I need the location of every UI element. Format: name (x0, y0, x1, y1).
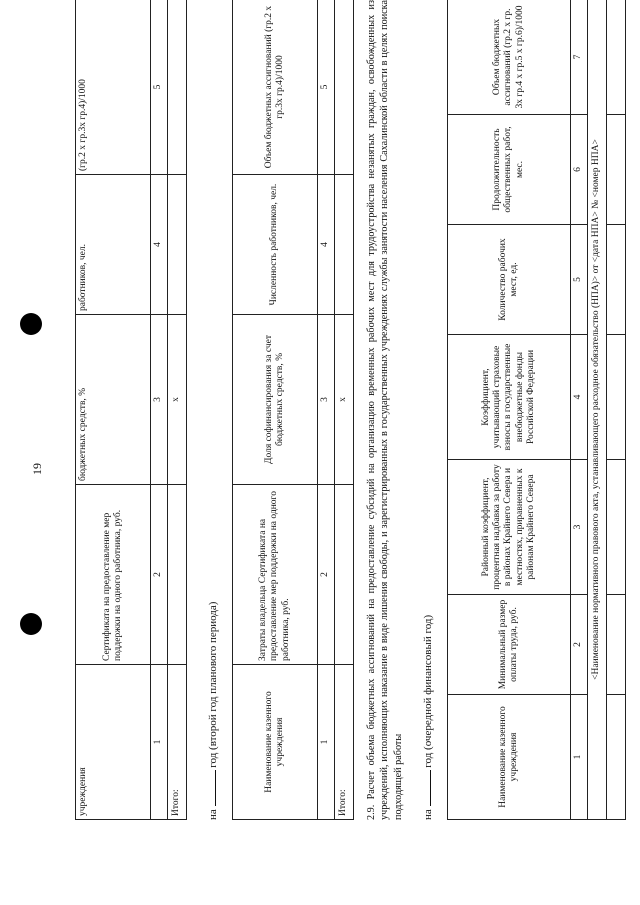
column-number-row (318, 0, 335, 820)
total-cell (335, 485, 354, 665)
data-cell (607, 115, 626, 225)
header-cell: Доля софинансирования за счет бюджетных средств, % (233, 315, 318, 485)
column-number: 4 (571, 335, 588, 460)
header-cell: Численность работников, чел. (233, 175, 318, 315)
total-label: Итого: (168, 665, 187, 820)
column-number: 3 (318, 315, 335, 485)
period-prefix: на (207, 809, 219, 820)
column-number: 1 (151, 665, 168, 820)
column-number-row (571, 0, 588, 820)
total-cell (168, 175, 187, 315)
table-header-row (448, 0, 571, 820)
header-cell: работников, чел. (76, 175, 151, 315)
period-suffix: год (очередной финансовый год) (422, 614, 434, 768)
header-cell: Минимальный размер оплаты труда, руб. (448, 595, 571, 695)
header-cell: Наименование казенного учреждения (233, 665, 318, 820)
column-number: 1 (318, 665, 335, 820)
data-cell (607, 460, 626, 595)
period-line-current (420, 615, 434, 820)
header-cell: Затраты владельца Сертификата на предоставление мер поддержки на одного работника, руб. (233, 485, 318, 665)
punch-hole-icon (20, 613, 42, 635)
data-cell (607, 225, 626, 335)
period-line-second (205, 602, 219, 820)
column-number: 3 (571, 460, 588, 595)
year-blank (205, 770, 216, 806)
table-header-row (76, 0, 151, 820)
total-row (335, 0, 354, 820)
column-number: 4 (318, 175, 335, 315)
data-cell (607, 335, 626, 460)
column-number: 5 (571, 225, 588, 335)
column-number: 1 (571, 695, 588, 820)
header-cell: Объем бюджетных ассигнований (гр.2 х гр.3х гр.4)/1000 (233, 0, 318, 175)
data-cell (607, 695, 626, 820)
total-cell (335, 0, 354, 175)
data-cell (607, 0, 626, 115)
header-cell: бюджетных средств, % (76, 315, 151, 485)
npa-row (588, 0, 607, 820)
total-cell (168, 485, 187, 665)
column-number: 2 (318, 485, 335, 665)
total-cell (168, 0, 187, 175)
total-row (168, 0, 187, 820)
page-number: 19 (30, 463, 44, 475)
column-number: 3 (151, 315, 168, 485)
header-cell: Сертификата на предоставление мер поддержки на одного работника, руб. (76, 485, 151, 665)
table-current-year (447, 0, 626, 820)
column-number: 4 (151, 175, 168, 315)
total-cell (335, 175, 354, 315)
header-cell: Коэффициент, учитывающий страховые взносы в государственные внебюджетные фонды Российской Федерации (448, 335, 571, 460)
total-label: Итого: (335, 665, 354, 820)
column-number: 5 (151, 0, 168, 175)
column-number: 2 (571, 595, 588, 695)
empty-data-row (607, 0, 626, 820)
paragraph-2-9: 2.9. Расчет объема бюджетных ассигнований на предоставление субсидий на организацию временных рабочих мест для трудоустройства незанятых граждан, освобожденных из учреждений, исполняющих наказание в виде лишения свободы, и зарегистрированных в государственных учреждениях службы занятости населения Сахалинской области в целях поиска подходящей работы (366, 0, 404, 820)
npa-cell: <Наименование нормативного правового акта, устанавливающего расходное обязательство (НПА)> от <дата НПА> № <номер НПА> (588, 0, 607, 820)
header-cell: учреждения (76, 665, 151, 820)
year-blank (420, 770, 431, 806)
column-number: 6 (571, 115, 588, 225)
header-cell: Продолжительность общественных работ, мес. (448, 115, 571, 225)
period-prefix: на (422, 809, 434, 820)
header-cell: Наименование казенного учреждения (448, 695, 571, 820)
column-number: 7 (571, 0, 588, 115)
header-cell: (гр.2 х гр.3х гр.4)/1000 (76, 0, 151, 175)
punch-hole-icon (20, 313, 42, 335)
data-cell (607, 595, 626, 695)
table-header-row (233, 0, 318, 820)
total-x: x (335, 315, 354, 485)
table-first-period (75, 0, 187, 820)
header-cell: Районный коэффициент, процентная надбавка за работу в районах Крайнего Севера и местностях, приравненных к районам Крайнего Севера (448, 460, 571, 595)
table-second-period (232, 0, 354, 820)
column-number: 5 (318, 0, 335, 175)
total-x: x (168, 315, 187, 485)
header-cell: Количество рабочих мест, ед. (448, 225, 571, 335)
column-number-row (151, 0, 168, 820)
column-number: 2 (151, 485, 168, 665)
period-suffix: год (второй год планового периода) (207, 601, 219, 768)
header-cell: Объем бюджетных ассигнований (гр.2 х гр. 3х гр.4 х гр.5 х гр.6)/1000 (448, 0, 571, 115)
